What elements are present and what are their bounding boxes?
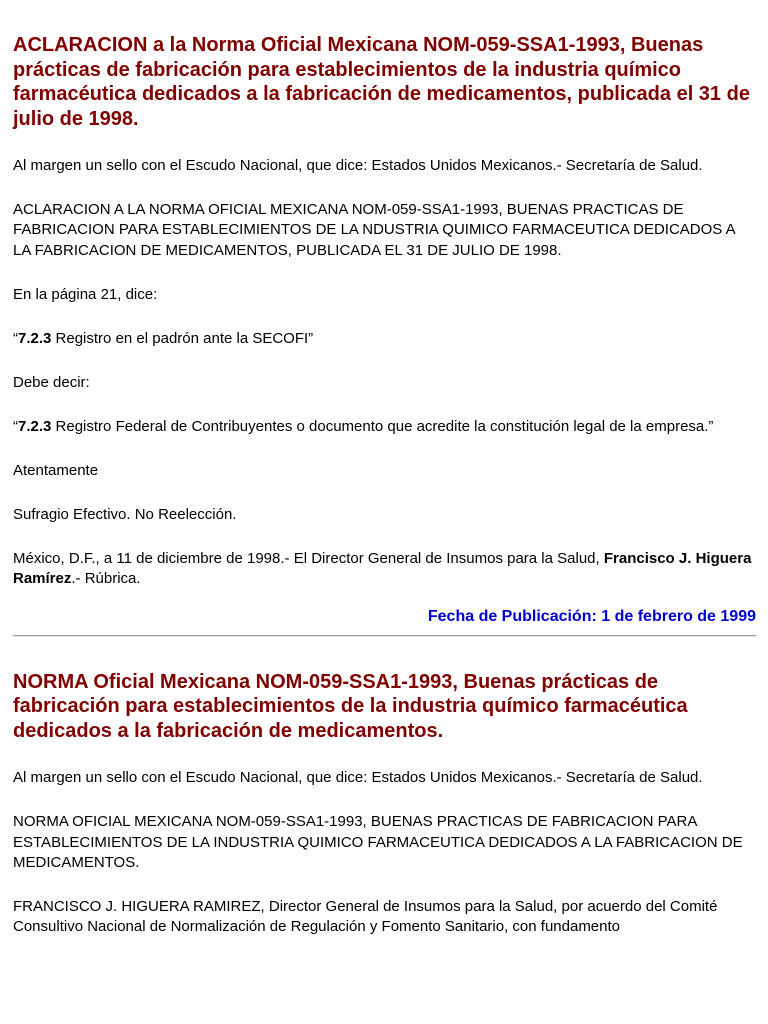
corrected-quote-text: Registro Federal de Contribuyentes o documento que acredite la constitución legal de la empresa.” xyxy=(51,417,714,435)
corrected-quote xyxy=(13,417,756,437)
section-number: 7.2.3 xyxy=(18,417,52,435)
publication-date: Fecha de Publicación: 1 de febrero de 1999 xyxy=(427,607,756,625)
seal-paragraph: Al margen un sello con el Escudo Nacional, que dice: Estados Unidos Mexicanos.- Secretaría de Salud. xyxy=(13,769,703,787)
signer-name: Francisco J. Higuera Ramírez xyxy=(13,549,752,588)
seal-paragraph: Al margen un sello con el Escudo Nacional, que dice: Estados Unidos Mexicanos.- Secretaría de Salud. xyxy=(13,157,703,174)
norm-heading-caps: NORMA OFICIAL MEXICANA NOM-059-SSA1-1993, BUENAS PRACTICAS DE FABRICACION PARA ESTABLECIMIENTOS DE LA INDUSTRIA QUIMICO FARMACEUTICA DEDICADOS A LA FABRICACION DE MEDICAMENTOS. xyxy=(13,813,743,871)
page-reference: En la página 21, dice: xyxy=(13,285,158,303)
clarification-heading-caps: ACLARACION A LA NORMA OFICIAL MEXICANA NOM-059-SSA1-1993, BUENAS PRACTICAS DE FABRICACION PARA ESTABLECIMIENTOS DE LA NDUSTRIA QUIMICO FARMACEUTICA DEDICADOS A LA FABRICACION DE MEDICAMENTOS, PUBLICADA EL 31 DE JULIO DE 1998. xyxy=(13,201,735,259)
signature-suffix: .- Rúbrica. xyxy=(71,570,141,588)
signature-line xyxy=(13,549,756,590)
clarification-title: ACLARACION a la Norma Oficial Mexicana NOM-059-SSA1-1993, Buenas prácticas de fabricación para establecimientos de la industria químico farmacéutica dedicados a la fabricación de medicamentos, publicada el 31 de julio de 1998. xyxy=(13,34,750,130)
intro-paragraph: FRANCISCO J. HIGUERA RAMIREZ, Director General de Insumos para la Salud, por acuerdo del Comité Consultivo Nacional de Normalización de Regulación y Fomento Sanitario, con fundamento xyxy=(13,897,718,936)
signature-prefix: México, D.F., a 11 de diciembre de 1998.- El Director General de Insumos para la Salud, xyxy=(13,549,604,567)
original-quote-text: Registro en el padrón ante la SECOFI” xyxy=(51,329,314,347)
original-quote xyxy=(13,329,756,349)
document-page xyxy=(13,33,756,938)
norm-title: NORMA Oficial Mexicana NOM-059-SSA1-1993, Buenas prácticas de fabricación para establecimientos de la industria químico farmacéutica dedicados a la fabricación de medicamentos. xyxy=(13,670,688,742)
motto: Sufragio Efectivo. No Reelección. xyxy=(13,505,237,523)
should-say-label: Debe decir: xyxy=(13,373,90,391)
quote-open-mark: “ xyxy=(13,417,18,435)
closing-salutation: Atentamente xyxy=(13,461,99,479)
quote-open-mark: “ xyxy=(13,329,18,347)
section-number: 7.2.3 xyxy=(18,329,52,347)
